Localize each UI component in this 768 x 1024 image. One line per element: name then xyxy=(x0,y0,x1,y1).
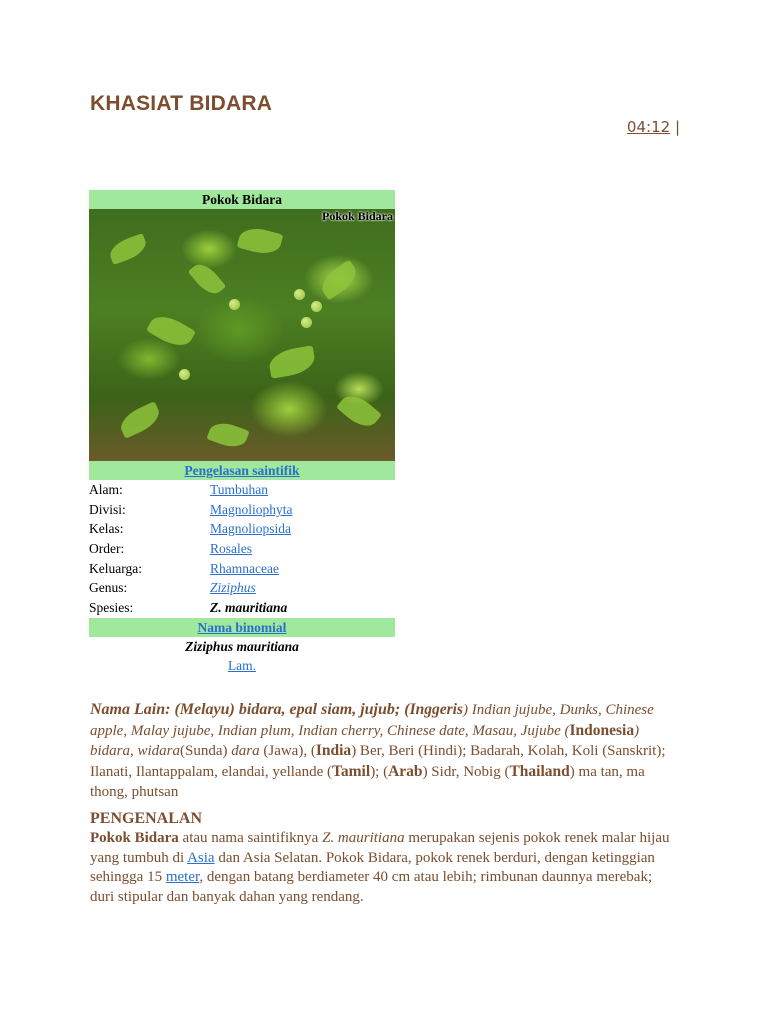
plant-photo xyxy=(89,209,395,461)
names-sunda: (Sunda) xyxy=(180,743,232,760)
taxo-row-genus xyxy=(89,578,395,598)
lang-thailand: Thailand xyxy=(509,763,570,781)
intro-text-4: , dengan batang berdiameter 40 cm atau lebih; rimbunan daunnya merebak; duri stipular dan banyak dahan yang rendang. xyxy=(90,869,653,906)
other-names-paragraph xyxy=(90,700,680,803)
taxo-row-spesies xyxy=(89,598,395,618)
taxo-row-alam xyxy=(89,480,395,500)
section-heading-pengenalan: PENGENALAN xyxy=(90,810,203,827)
taxo-key: Keluarga: xyxy=(89,560,142,576)
taxo-key: Spesies: xyxy=(89,600,134,616)
post-time xyxy=(627,118,680,136)
taxo-link-magnoliophyta[interactable]: Magnoliophyta xyxy=(210,501,293,517)
taxobox xyxy=(89,190,395,675)
taxo-link-tumbuhan[interactable]: Tumbuhan xyxy=(210,482,269,497)
lang-tamil: Tamil xyxy=(331,763,371,781)
binomial-link[interactable]: Nama binomial xyxy=(197,619,287,635)
intro-text-3: dan Asia Selatan. Pokok Bidara, pokok renek berduri, dengan ketinggian sehingga 15 xyxy=(90,849,655,886)
author-link[interactable]: Lam. xyxy=(227,657,257,673)
lang-arab: Arab xyxy=(388,763,423,781)
taxo-link-ziziphus[interactable]: Ziziphus xyxy=(210,580,256,596)
binomial-author xyxy=(89,656,395,675)
intro-bold: Pokok Bidara xyxy=(90,830,179,846)
names-thailand: ) ma tan, ma thong, phutsan xyxy=(90,764,645,800)
names-inggeris: ) Indian jujube, Dunks, Chinese apple, Malay jujube, Indian plum, Indian cherry, Chinese date, Masau, Jujube ( xyxy=(90,702,654,739)
taxo-row-keluarga xyxy=(89,559,395,579)
binomial-header xyxy=(89,618,395,637)
taxo-row-kelas xyxy=(89,519,395,539)
taxo-key: Alam: xyxy=(89,482,123,497)
names-arab: ) Sidr, Nobig ( xyxy=(422,764,510,781)
intro-text-1: atau nama saintifiknya xyxy=(178,830,323,846)
time-separator: | xyxy=(674,118,680,136)
intro-paragraph xyxy=(90,829,680,908)
taxo-row-divisi xyxy=(89,500,395,520)
names-tamil: ); ( xyxy=(370,764,389,781)
taxo-key: Order: xyxy=(89,541,125,557)
intro-species: Z. mauritiana xyxy=(322,830,405,846)
names-indonesia: ) bidara, widara xyxy=(90,722,640,760)
classification-header xyxy=(89,461,395,480)
names-lead: Nama Lain: (Melayu) bidara, epal siam, jujub; ( xyxy=(90,701,410,718)
names-india: ) Ber, Beri (Hindi); Badarah, Kolah, Koli (Sanskrit); Ilanati, Ilantappalam, elandai, yellande ( xyxy=(90,743,666,781)
taxo-key: Divisi: xyxy=(89,501,126,517)
taxo-link-magnoliopsida[interactable]: Magnoliopsida xyxy=(210,521,291,537)
names-jawa: (Jawa), ( xyxy=(259,743,316,760)
lang-inggeris: Inggeris xyxy=(409,701,463,718)
taxo-link-rosales[interactable]: Rosales xyxy=(210,541,252,557)
intro-text-2: merupakan sejenis pokok renek malar hijau yang tumbuh di xyxy=(90,830,670,866)
taxo-link-rhamnaceae[interactable]: Rhamnaceae xyxy=(210,560,279,576)
taxo-key: Genus: xyxy=(89,580,128,596)
taxo-species: Z. mauritiana xyxy=(210,600,288,616)
taxobox-title: Pokok Bidara xyxy=(89,190,395,209)
names-dara: dara xyxy=(231,743,260,760)
link-meter[interactable]: meter xyxy=(165,869,200,886)
page-title: KHASIAT BIDARA xyxy=(90,92,273,115)
classification-link[interactable]: Pengelasan saintifik xyxy=(184,463,300,478)
lang-indonesia: Indonesia xyxy=(569,721,635,739)
link-asia[interactable]: Asia xyxy=(187,849,215,866)
taxo-key: Kelas: xyxy=(89,521,124,537)
binomial-name: Ziziphus mauritiana xyxy=(185,638,299,654)
post-time-link[interactable]: 04:12 xyxy=(626,118,671,136)
lang-india: India xyxy=(315,742,352,760)
photo-caption: Pokok Bidara xyxy=(321,209,393,223)
taxo-row-order xyxy=(89,539,395,559)
